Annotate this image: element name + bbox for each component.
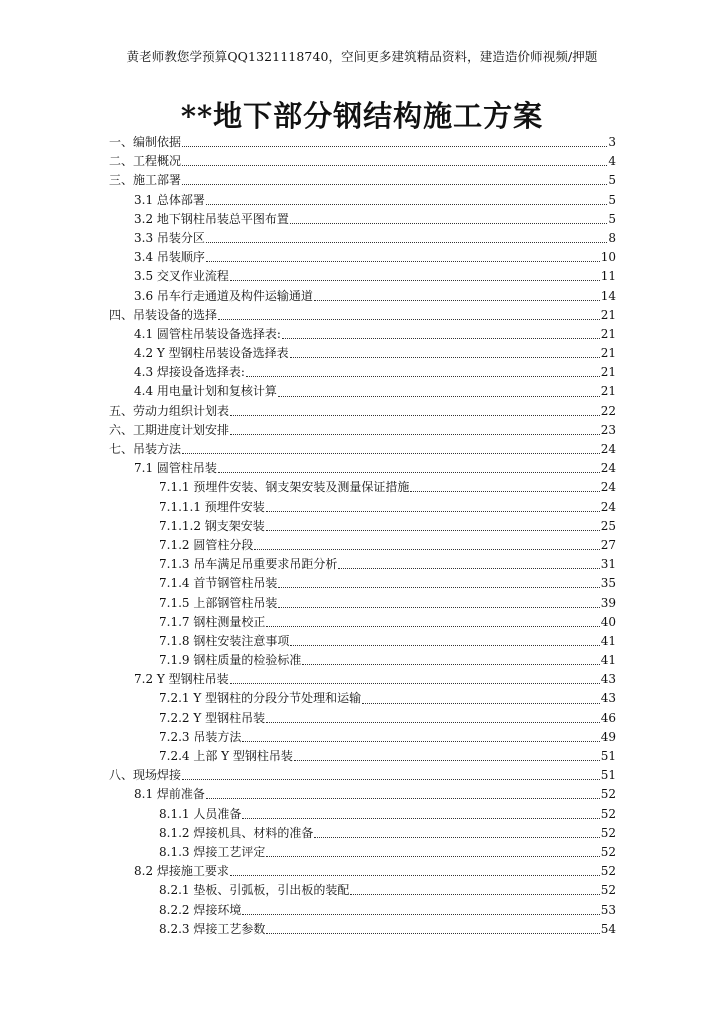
toc-entry[interactable] (109, 651, 616, 670)
toc-entry[interactable] (109, 229, 616, 248)
toc-entry-label: 7.1.2 圆管柱分段 (159, 537, 254, 552)
toc-entry-label: 四、吊装设备的选择 (109, 307, 218, 322)
toc-entry-label: 7.1.1 预埋件安装、钢支架安装及测量保证措施 (159, 480, 410, 495)
toc-dot-leader (290, 223, 607, 224)
toc-entry-label: 8.2 焊接施工要求 (134, 864, 229, 879)
toc-entry[interactable] (109, 613, 616, 632)
toc-entry-page-number: 27 (600, 537, 616, 552)
toc-entry-label: 8.1 焊前准备 (134, 787, 205, 802)
toc-dot-leader (266, 933, 599, 934)
toc-entry-label: 8.1.2 焊接机具、材料的准备 (159, 825, 314, 840)
toc-dot-leader (282, 338, 600, 339)
toc-entry-page-number: 41 (600, 633, 616, 648)
toc-entry[interactable] (109, 306, 616, 325)
toc-dot-leader (182, 779, 600, 780)
toc-entry[interactable] (109, 728, 616, 747)
toc-entry-page-number: 53 (600, 902, 616, 917)
toc-dot-leader (338, 568, 599, 569)
toc-entry[interactable] (109, 133, 616, 152)
toc-entry-label: 8.1.1 人员准备 (159, 806, 242, 821)
toc-entry-label: 7.2.1 Y 型钢柱的分段分节处理和运输 (159, 691, 362, 706)
toc-entry-page-number: 43 (600, 672, 616, 687)
toc-entry-label: 7.1.3 吊车满足吊重要求吊距分析 (159, 557, 338, 572)
toc-dot-leader (242, 818, 599, 819)
toc-entry[interactable] (109, 920, 616, 939)
toc-entry-label: 六、工期进度计划安排 (109, 422, 230, 437)
toc-dot-leader (206, 242, 607, 243)
toc-entry-label: 7.2.3 吊装方法 (159, 729, 242, 744)
toc-entry[interactable] (109, 325, 616, 344)
toc-entry-page-number: 8 (608, 230, 616, 245)
toc-entry-page-number: 5 (608, 192, 616, 207)
toc-entry[interactable] (109, 632, 616, 651)
toc-entry-page-number: 11 (600, 269, 616, 284)
toc-entry[interactable] (109, 459, 616, 478)
toc-entry-page-number: 5 (608, 173, 616, 188)
toc-dot-leader (290, 357, 600, 358)
toc-entry[interactable] (109, 382, 616, 401)
toc-entry-page-number: 35 (600, 576, 616, 591)
toc-entry-page-number: 49 (600, 729, 616, 744)
toc-entry[interactable] (109, 440, 616, 459)
toc-entry-page-number: 21 (600, 307, 616, 322)
toc-entry-label: 七、吊装方法 (109, 442, 182, 456)
toc-entry[interactable] (109, 402, 616, 421)
toc-entry-label: 7.1.8 钢柱安装注意事项 (159, 633, 290, 648)
toc-dot-leader (230, 875, 600, 876)
toc-dot-leader (278, 396, 600, 397)
toc-entry[interactable] (109, 785, 616, 804)
toc-entry-label: 7.2.2 Y 型钢柱吊装 (159, 710, 266, 725)
toc-dot-leader (314, 300, 600, 301)
toc-dot-leader (266, 722, 600, 723)
toc-dot-leader (362, 703, 600, 704)
toc-entry-page-number: 52 (600, 883, 616, 898)
toc-dot-leader (266, 626, 599, 627)
toc-dot-leader (206, 798, 600, 799)
toc-entry-label: 7.2 Y 型钢柱吊装 (134, 672, 229, 687)
toc-entry-label: 3.2 地下钢柱吊装总平图布置 (134, 211, 289, 226)
toc-dot-leader (218, 319, 600, 320)
toc-entry-label: 3.5 交叉作业流程 (134, 269, 229, 284)
toc-entry-page-number: 52 (600, 787, 616, 802)
toc-entry-page-number: 52 (600, 806, 616, 821)
toc-entry-page-number: 51 (600, 768, 616, 783)
toc-entry[interactable] (109, 287, 616, 306)
toc-entry-label: 7.1.1.2 钢支架安装 (159, 518, 265, 533)
toc-entry-page-number: 39 (600, 595, 616, 610)
toc-entry-label: 8.2.3 焊接工艺参数 (159, 921, 266, 936)
toc-entry-label: 8.1.3 焊接工艺评定 (159, 844, 266, 859)
toc-entry-label: 一、编制依据 (109, 135, 182, 149)
toc-entry-label: 4.3 焊接设备选择表: (134, 365, 245, 380)
toc-entry-label: 7.1.9 钢柱质量的检验标准 (159, 653, 302, 668)
toc-dot-leader (230, 434, 600, 435)
toc-entry[interactable] (109, 517, 616, 536)
toc-entry-label: 8.2.1 垫板、引弧板，引出板的装配 (159, 883, 350, 898)
toc-entry-page-number: 21 (600, 365, 616, 380)
toc-dot-leader (182, 146, 607, 147)
toc-entry[interactable] (109, 709, 616, 728)
toc-dot-leader (182, 184, 607, 185)
toc-entry-label: 八、现场焊接 (109, 768, 182, 783)
toc-dot-leader (206, 204, 607, 205)
toc-entry[interactable] (109, 191, 616, 210)
toc-entry-label: 3.6 吊车行走通道及构件运输通道 (134, 288, 313, 303)
toc-entry-label: 3.4 吊装顺序 (134, 250, 205, 265)
toc-entry-label: 三、施工部署 (109, 173, 182, 188)
toc-entry-label: 3.1 总体部署 (134, 192, 205, 207)
toc-dot-leader (182, 165, 607, 166)
toc-entry-page-number: 3 (608, 135, 616, 149)
toc-entry-page-number: 5 (608, 211, 616, 226)
toc-entry[interactable] (109, 594, 616, 613)
toc-dot-leader (218, 472, 600, 473)
toc-entry-page-number: 52 (600, 864, 616, 879)
toc-entry-label: 五、劳动力组织计划表 (109, 403, 230, 418)
toc-dot-leader (302, 664, 599, 665)
toc-entry-page-number: 24 (600, 499, 616, 514)
toc-entry[interactable] (109, 421, 616, 440)
toc-entry[interactable] (109, 689, 616, 708)
toc-dot-leader (290, 645, 599, 646)
toc-dot-leader (278, 607, 599, 608)
toc-entry-page-number: 10 (600, 250, 616, 265)
toc-entry[interactable] (109, 152, 616, 171)
toc-entry-page-number: 24 (600, 480, 616, 495)
toc-entry[interactable] (109, 498, 616, 517)
toc-dot-leader (294, 760, 600, 761)
toc-entry-page-number: 54 (600, 921, 616, 936)
toc-dot-leader (242, 741, 599, 742)
toc-entry-label: 7.1.5 上部钢管柱吊装 (159, 595, 278, 610)
toc-entry-page-number: 21 (600, 346, 616, 361)
toc-entry[interactable] (109, 824, 616, 843)
toc-entry-page-number: 24 (600, 442, 616, 456)
toc-entry[interactable] (109, 267, 616, 286)
toc-entry[interactable] (109, 574, 616, 593)
toc-entry[interactable] (109, 536, 616, 555)
toc-entry-page-number: 46 (600, 710, 616, 725)
toc-entry-label: 7.1.4 首节钢管柱吊装 (159, 576, 278, 591)
toc-entry[interactable] (109, 901, 616, 920)
toc-dot-leader (206, 261, 600, 262)
toc-entry[interactable] (109, 210, 616, 229)
toc-entry-label: 7.2.4 上部 Y 型钢柱吊装 (159, 749, 293, 763)
toc-dot-leader (410, 491, 599, 492)
page-header: 黄老师教您学预算QQ1321118740，空间更多建筑精品资料，建造造价师视频/押题 (126, 49, 598, 64)
toc-entry[interactable] (109, 248, 616, 267)
toc-entry[interactable] (109, 766, 616, 785)
toc-entry-label: 8.2.2 焊接环境 (159, 902, 242, 917)
toc-dot-leader (266, 856, 599, 857)
toc-entry[interactable] (109, 171, 616, 190)
toc-dot-leader (350, 894, 599, 895)
toc-entry-label: 7.1.1.1 预埋件安装 (159, 499, 265, 514)
toc-entry[interactable] (109, 478, 616, 497)
toc-dot-leader (246, 376, 600, 377)
toc-entry-label: 4.2 Y 型钢柱吊装设备选择表 (134, 346, 289, 361)
toc-dot-leader (230, 280, 600, 281)
toc-entry[interactable] (109, 344, 616, 363)
toc-dot-leader (314, 837, 599, 838)
toc-dot-leader (278, 587, 599, 588)
toc-entry-page-number: 41 (600, 653, 616, 668)
toc-dot-leader (182, 453, 600, 454)
toc-entry-page-number: 31 (600, 557, 616, 572)
toc-entry-page-number: 25 (600, 518, 616, 533)
toc-dot-leader (266, 530, 600, 531)
toc-entry-page-number: 21 (600, 384, 616, 399)
document-title: **地下部分钢结构施工方案 (180, 99, 544, 133)
toc-entry[interactable] (109, 862, 616, 881)
toc-entry[interactable] (109, 805, 616, 824)
toc-dot-leader (254, 549, 599, 550)
toc-entry-label: 二、工程概况 (109, 154, 182, 169)
toc-entry-label: 7.1 圆管柱吊装 (134, 461, 217, 476)
toc-entry-page-number: 52 (600, 844, 616, 859)
toc-entry-label: 7.1.7 钢柱测量校正 (159, 614, 266, 629)
toc-entry-label: 4.4 用电量计划和复核计算 (134, 384, 277, 399)
toc-entry-label: 4.1 圆管柱吊装设备选择表: (134, 326, 281, 341)
toc-entry-page-number: 43 (600, 691, 616, 706)
toc-entry-page-number: 24 (600, 461, 616, 476)
toc-dot-leader (242, 914, 599, 915)
toc-entry[interactable] (109, 670, 616, 689)
toc-entry[interactable] (109, 747, 616, 766)
toc-entry[interactable] (109, 881, 616, 900)
toc-entry-page-number: 14 (600, 288, 616, 303)
toc-entry-page-number: 52 (600, 825, 616, 840)
toc-dot-leader (230, 683, 600, 684)
toc-entry-page-number: 51 (600, 749, 616, 763)
toc-entry[interactable] (109, 555, 616, 574)
toc-entry-page-number: 21 (600, 326, 616, 341)
toc-entry-page-number: 23 (600, 422, 616, 437)
toc-entry-page-number: 4 (608, 154, 616, 169)
toc-dot-leader (230, 415, 600, 416)
toc-entry-page-number: 40 (600, 614, 616, 629)
toc-entry[interactable] (109, 843, 616, 862)
toc-entry-page-number: 22 (600, 403, 616, 418)
toc-entry-label: 3.3 吊装分区 (134, 230, 205, 245)
toc-entry[interactable] (109, 363, 616, 382)
table-of-contents (109, 133, 616, 939)
toc-dot-leader (266, 511, 600, 512)
